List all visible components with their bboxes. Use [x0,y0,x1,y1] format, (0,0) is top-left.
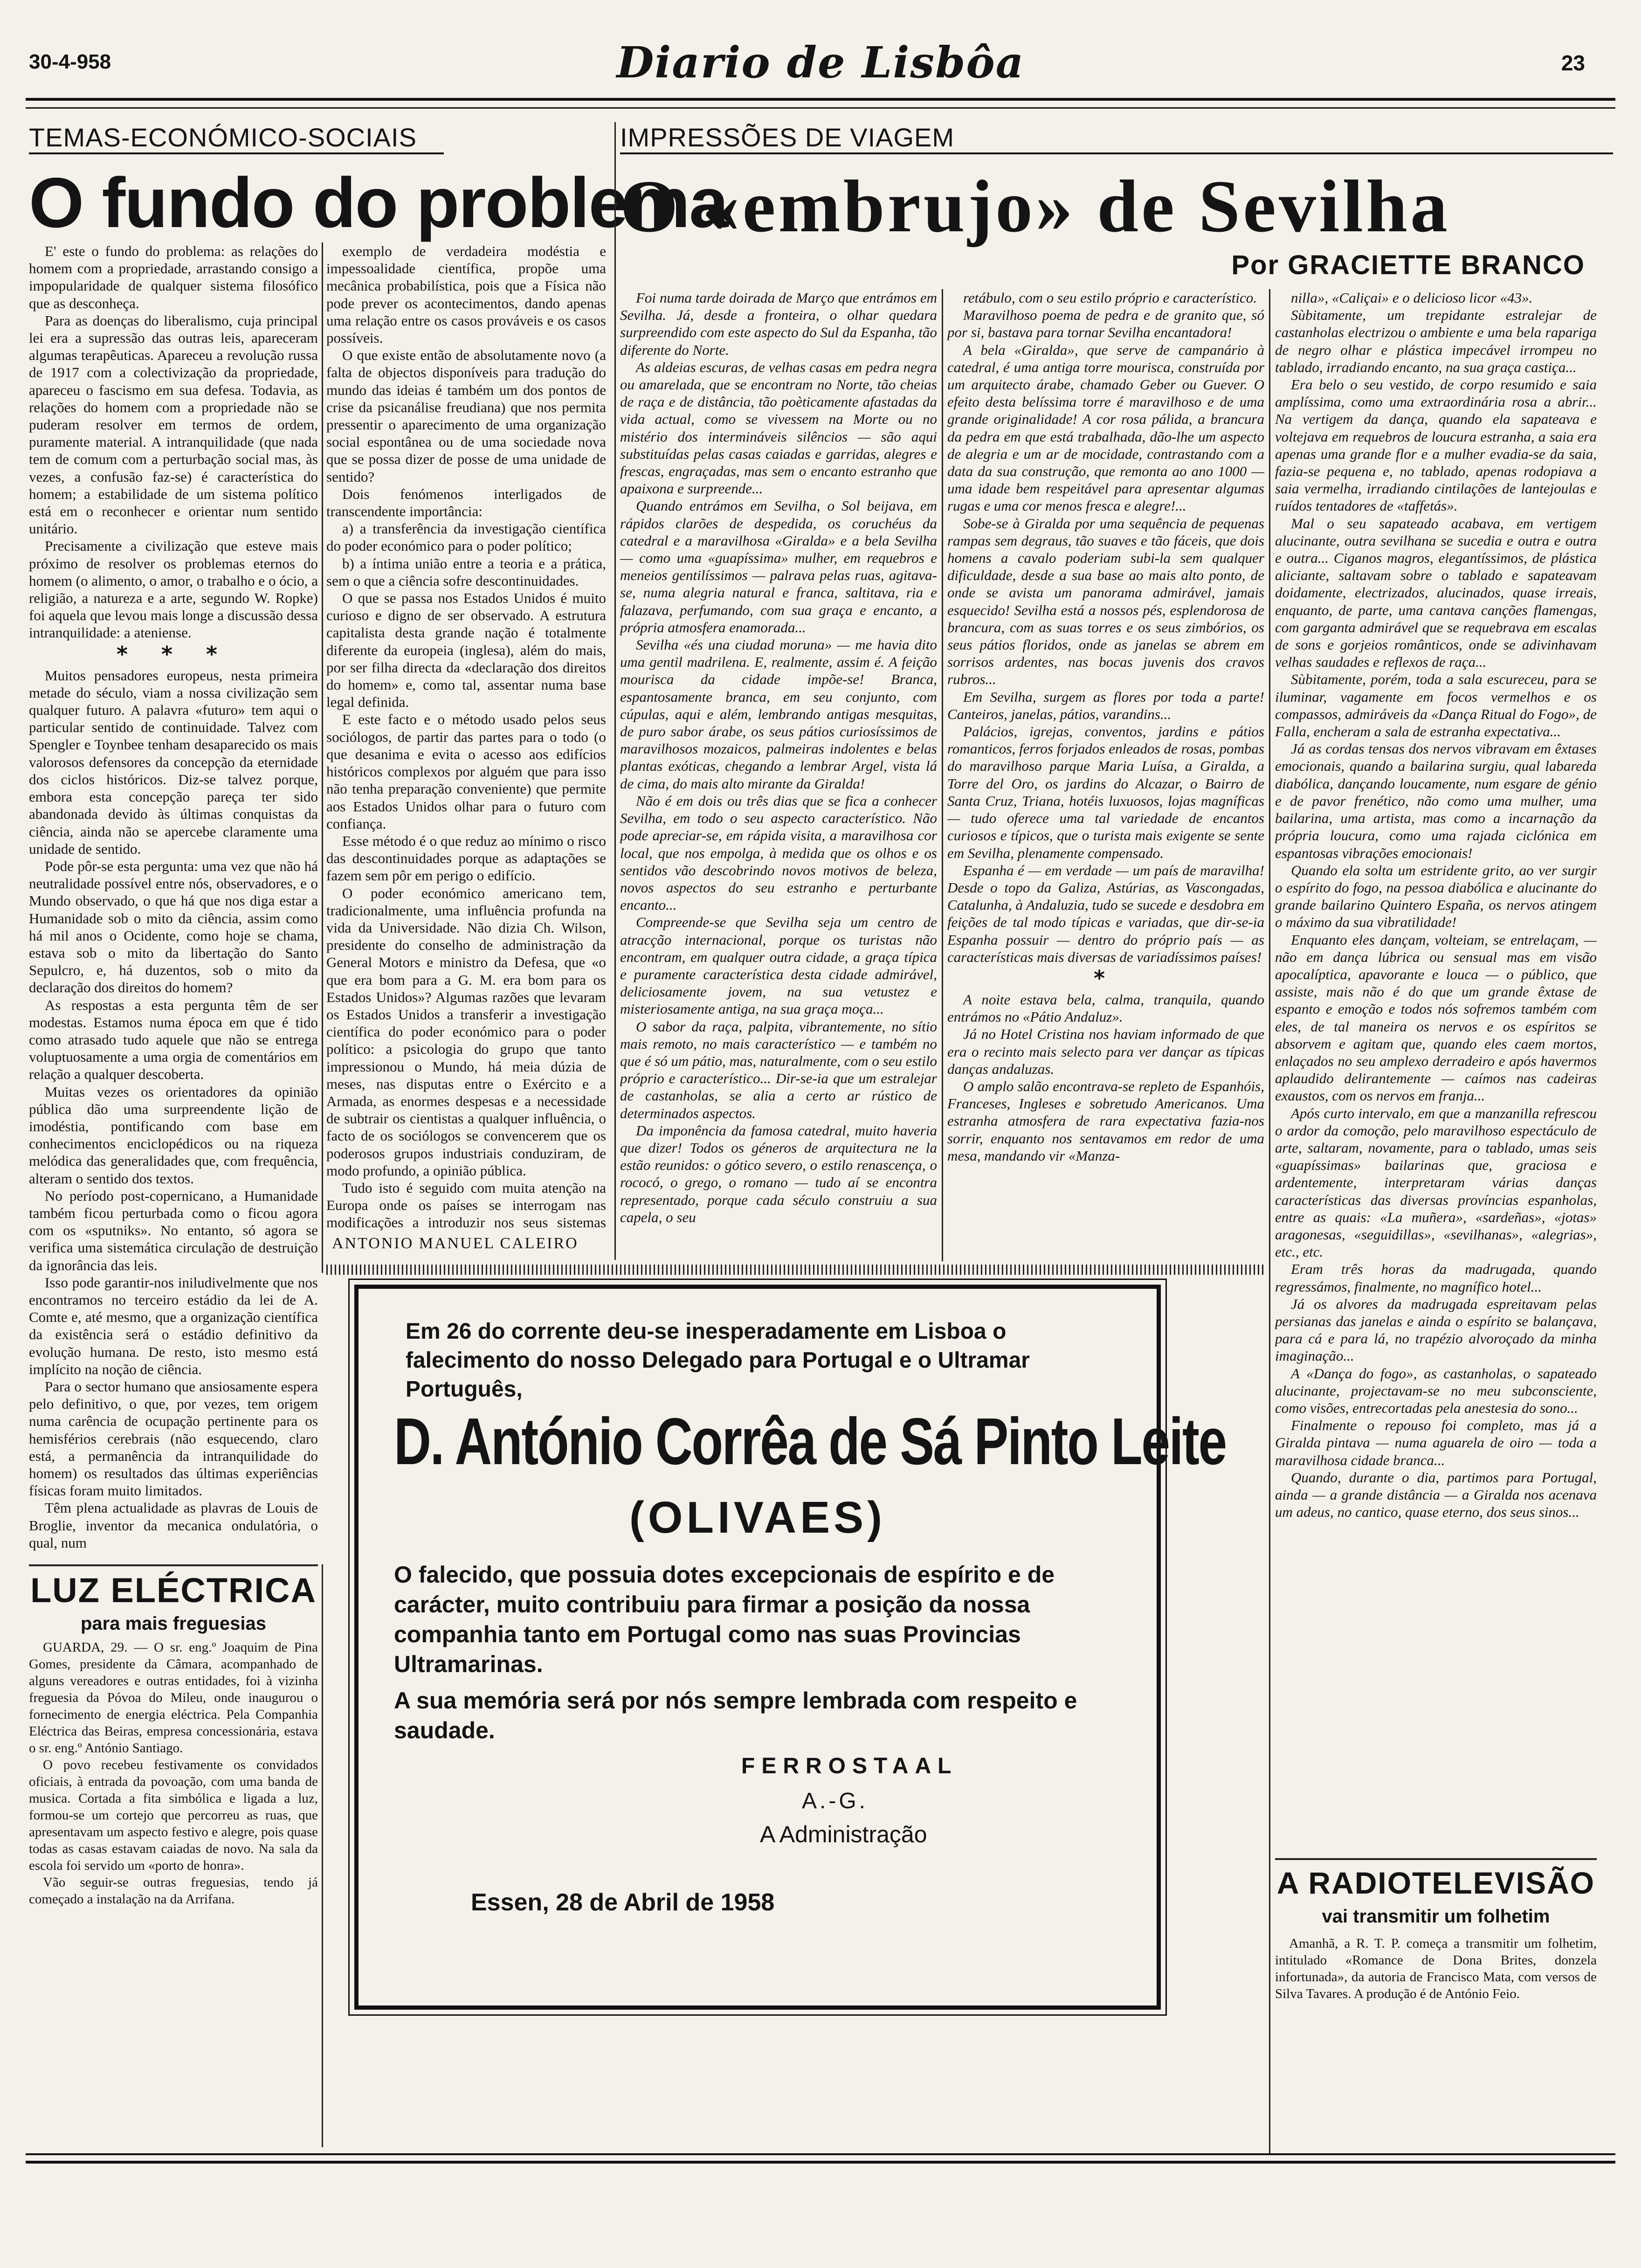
article2-column-1 [620,289,937,1261]
paragraph: Sùbitamente, um trepidante estralejar de castanholas electrizou o ambiente e uma bela rapariga de negro olhar e plástica impecável irrompeu no tablado, irradiando encanto, na sua graça castiça... [1275,307,1597,375]
paragraph: Sevilha «és una ciudad moruna» — me havia dito uma gentil madrilena. E, realmente, assim é. A feição mourisca da cidade impõe-se! Branca, espantosamente branca, em seu conjunto, com cúpulas, aqui e além, lembrando antigas mesquitas, de puro sabor árabe, os seus pátios curiosíssimos de maravilhosos mozaicos, palmeiras indolentes e belas plantas exóticas, chegando a lembrar Argel, vista lá de cima, do mais alto mirante da Giralda! [620,636,937,792]
paragraph: Já os alvores da madrugada espreitavam pelas persianas das janelas e ainda o espírito se balançava, para cá e para lá, no trapézio alvoroçado da minha imaginação... [1275,1295,1597,1364]
paragraph: Enquanto eles dançam, volteiam, se entrelaçam, — não em dança lúbrica ou sensual mas em visão apocalíptica, apavorante e louca — o público, que assiste, mais não é do que um grande êxtase de espanto e emoção e todos nós sofremos também com eles, de tal maneira os nervos e os espíritos se absorvem e agitam que, quando eles caem mortos, enlaçados no seu amplexo derradeiro e após havermos aplaudido delirantemente — caímos nas cadeiras exaustos, com os nervos em franja... [1275,931,1597,1104]
paragraph: Quando ela solta um estridente grito, ao ver surgir o espírito do fogo, na pessoa diabólica e alucinante do grande bailarino Quintero España, os nervos atingem o máximo da sua vibratilidade! [1275,862,1597,931]
notice-company: FERROSTAAL [741,1754,958,1778]
hatched-divider [326,1265,1263,1275]
notice-name: D. António Corrêa de Sá Pinto Leite [394,1404,1226,1479]
column-rule [942,289,943,1261]
paragraph: Pode pôr-se esta pergunta: uma vez que não há neutralidade possível entre nós, observadores, e o Mundo observado, o que há que nos diga estar a Humanidade sob o mito da ciência, assim como há mil anos o Ocidente, como hoje se chama, estava sob o mito da libertação do Santo Sepulcro, e, há duzentos, sob o mito da declaração dos direitos do homem? [29,857,318,996]
paragraph: GUARDA, 29. — O sr. eng.º Joaquim de Pina Gomes, presidente da Câmara, acompanhado de alguns vereadores e outras entidades, foi à vizinha freguesia da Póvoa do Mileu, onde inaugurou o fornecimento de energia eléctrica. Pela Companhia Eléctrica das Beiras, empresa concessionária, estava o sr. eng.º António Santiago. [29,1640,318,1756]
article2-column-3 [1275,289,1597,1851]
paragraph: Quando entrámos em Sevilha, o Sol beijava, em rápidos clarões de despedida, os coruchéus da catedral e a maravilhosa «Giralda» e a bela Sevilha — como uma «guapíssima» mulher, em requebros e meneios gentilíssimos — palrava pelas ruas, agitava-se, numa alegria natural e franca, saltitava, ria e falazava, perfumando, com sua graça e encanto, a própria atmosfera enamorada... [620,498,937,636]
paragraph: Muitas vezes os orientadores da opinião pública dão uma surpreendente lição de imodéstia, pontificando com base em conhecimentos enciclopédicos ou na riqueza melódica das generalidades que, com frequência, alteram o sentido dos textos. [29,1083,318,1187]
paragraph: Sobe-se à Giralda por uma sequência de pequenas rampas sem degraus, tão suaves e tão fáceis, que dois homens a cavalo poderiam subi-la sem qualquer dificuldade, desde a sua base ao mais alto ponto, de onde se avista um panorama admirável, jamais esquecido! Sevilha está a nossos pés, esplendorosa de brancura, com as suas torres e os seus zimbórios, os seus pátios floridos, onde as janelas se abrem em sorrisos ardentes, nas bocas juvenis dos cravos rubros... [947,515,1264,688]
news-body [29,1639,318,2147]
tv-subhead: vai transmitir um folhetim [1322,1906,1550,1927]
paragraph: Compreende-se que Sevilha seja um centro de atracção internacional, porque os turistas não encontram, em qualquer outra cidade, a graça típica e puramente característica desta cidade admirável, deliciosamente jovem, na sua vetustez e misteriosamente antiga, na sua graça moça... [620,914,937,1017]
paragraph: Era belo o seu vestido, de corpo resumido e saia amplíssima, como uma extraordinária rosa a abrir... Na vertigem da dança, quando ela sapateava e voltejava em requebros de loucura estranha, a saia era apenas uma grande flor e a mulher evadia-se da saia, fazia-se pequena e, no tablado, apenas rodopiava a saia vermelha, irradiando cintilações de lantejoulas e ruídos tentadores de «taffetás». [1275,376,1597,514]
paragraph: Esse método é o que reduz ao mínimo o risco das descontinuidades porque as adaptações se fazem sem pôr em perigo o edifício. [326,832,606,884]
paragraph: Mal o seu sapateado acabava, em vertigem alucinante, outra sevilhana se sucedia e outra e outra e outra... Ciganos magros, elegantíssimos, de plástica aliciante, saltavam sobre o tablado e sapateavam doidamente, electrizados, alucinados, quase irreais, enquanto, de parte, uma cantava canções flamengas, com garganta admirável que se requebrava em escalas de sons e gorjeios românticos, onde se adivinhavam velhas saudades e reflexos de raça... [1275,515,1597,671]
paragraph: Maravilhoso poema de pedra e de granito que, só por si, bastava para tornar Sevilha encantadora! [947,307,1264,341]
paragraph: Tudo isto é seguido com muita atenção na Europa onde os países se interrogam nas modificações a introduzir nos seus sistemas [326,1179,606,1231]
paragraph: As respostas a esta pergunta têm de ser modestas. Estamos numa época em que é tido como atrasado tudo aquele que não se entrega voluptuosamente a uma orgia de comentários em relação a qualquer descoberta. [29,996,318,1083]
issue-date: 30-4-958 [29,50,111,73]
paragraph: Sùbitamente, porém, toda a sala escureceu, para se iluminar, vagamente em focos vermelhos e os compassos, admiráveis da «Dança Ritual do Fogo», de Falla, encheram a sala de estranha expectativa... [1275,671,1597,740]
column-rule [614,122,616,1260]
paragraph: Isso pode garantir-nos iniludivelmente que nos encontramos no terceiro estádio da lei de A. Comte e, até mesmo, que a organização científica da existência será o estádio definitivo da evolução humana. De resto, isto mesmo está implícito na noção de ciência. [29,1274,318,1377]
tv-top-rule [1275,1858,1597,1860]
article2-headline: O «embrujo» de Sevilha [620,165,1450,248]
paragraph: Palácios, igrejas, conventos, jardins e pátios romanticos, ferros forjados enleados de rosas, pombas do maravilhoso parque Maria Luísa, a Giralda, a Torre del Oro, os jardins do Alcazar, o Bairro de Santa Cruz, Triana, hotéis luxuosos, lojas magníficas — tudo oferece uma tal variedade de encantos curiosos e típicos, que o turista mais exigente se sente em Sevilha, plenamente compensado. [947,723,1264,861]
news-subhead: para mais freguesias [81,1613,266,1634]
paragraph: A bela «Giralda», que serve de campanário à catedral, é uma antiga torre mourisca, construída por um arquitecto árabe, chamado Geber ou Guever. O efeito desta belíssima torre é maravilhoso e de uma grande originalidade! A cor rosa pálida, a brancura da pedra em que está trabalhada, dão-lhe um aspecto de alegria e um ar de mocidade, contrastando com a data da sua construção, que remonta ao ano 1000 — uma idade bem respeitável para apresentar algumas rugas e uma cor menos fresca e alegre!... [947,341,1264,514]
paragraph: E' este o fundo do problema: as relações do homem com a propriedade, arrastando consigo a impopularidade de qualquer sistema filosófico que as desconheça. [29,243,318,311]
paragraph: Eram três horas da madrugada, quando regressámos, finalmente, no magnífico hotel... [1275,1261,1597,1295]
paragraph: O poder económico americano tem, tradicionalmente, uma influência profunda na vida da Universidade. Não dizia Ch. Wilson, presidente do conselho de administração da General Motors e ministro da Defesa, que «o que era bom para a G. M. era bom para os Estados Unidos»? Algumas razões que levaram os Estados Unidos a transferir a investigação científica do poder económico para o poder político: a psicologia do grupo que tanto impressionou o Mundo, há meia dúzia de meses, nas disputas entre o Exército e a Armada, as enormes despesas e a necessidade de subtrair os cientistas a qualquer influência, o facto de os sociólogos se convencerem que os poderosos grupos industriais conduziram, de modo profundo, a opinião pública. [326,885,606,1179]
paragraph: Não é em dois ou três dias que se fica a conhecer Sevilha, em todo o seu aspecto característico. Não pode apreciar-se, em rápida visita, a maravilhosa cor local, que nos empolga, à medida que os olhos e os sentidos vão descobrindo novos motivos de beleza, novos aspectos do seu estranho e perturbante encanto... [620,792,937,913]
paragraph: Já no Hotel Cristina nos haviam informado de que era o recinto mais selecto para ver dançar as típicas danças andaluzas. [947,1026,1264,1077]
page-number: 23 [1561,51,1585,75]
paragraph: retábulo, com o seu estilo próprio e característico. [963,290,1257,306]
paragraph: Após curto intervalo, em que a manzanilla refrescou o ardor da comoção, pelo maravilhoso espectáculo de arte, saltaram, novamente, para o tablado, umas seis «guapíssimas» bailarinas que, graciosa e ardentemente, interpretaram várias danças características das diversas províncias espanholas, entre as quais: «La muñera», «sardeñas», «jotas» aragonesas, «seguidillas», «sevilhanas», «alegrias», etc., etc. [1275,1105,1597,1260]
paragraph: Para o sector humano que ansiosamente espera pelo definitivo, o que, por vezes, tem origem numa carência de ocupação pertinente para os hemisférios cerebrais (não esquecendo, claro está, a permanência da intranquilidade do homem) os resultados das últimas experiências físicas foram muito limitados. [29,1378,318,1499]
masthead-rule [26,98,1615,109]
paragraph: Espanha é — em verdade — um país de maravilha! Desde o topo da Galiza, Astúrias, as Vascongadas, Catalunha, à Andaluzia, tudo se sucede e desdobra em feições de tal modo típicas e variadas, que dir-se-ia Espanha possuir — dentro do próprio país — as características mais diversas de variadíssimos países! [947,862,1264,965]
paragraph: Já as cordas tensas dos nervos vibravam em êxtases emocionais, quando a bailarina surgiu, qual labareda diabólica, dançando loucamente, num esgare de génio e de pavor frenético, não como uma mulher, uma bailarina, uma artista, mas como a incarnação da própria loucura, como uma rajada ciclónica em espantosas vibrações emocionais! [1275,740,1597,861]
column-rule [322,242,323,1273]
section-divider-star: * [1093,965,1118,991]
newspaper-title: Diario de Lisbôa [616,37,1025,88]
paragraph: Vão seguir-se outras freguesias, tendo já começado a instalação na da Arrifana. [29,1875,318,1907]
paragraph: As aldeias escuras, de velhas casas em pedra negra ou amarelada, que se encontram no Norte, tão cheias de raça e de distância, tão poèticamente afastadas da vida actual, como se vivessem na Morte ou no mistério dos intermináveis silêncios — são aqui substituídas pelas casas caiadas e garridas, alegres e frescas, engraçadas, mas sem o encanto estranho que apaixona e surpreende... [620,359,937,497]
paragraph: A «Dança do fogo», as castanholas, o sapateado alucinante, projectavam-se no meu subconsciente, como visões, entrecortadas pela anestesia do sono... [1275,1365,1597,1416]
paragraph: Dois fenómenos interligados de transcendente importância: [326,485,606,520]
paragraph: Finalmente o repouso foi completo, mas já a Giralda pintava — numa aguarela de oiro — toda a maravilhosa cidade branca... [1275,1417,1597,1468]
notice-subname: (OLIVAES) [629,1493,886,1542]
paragraph: Foi numa tarde doirada de Março que entrámos em Sevilha. Já, desde a fronteira, o olhar quedara surpreendido com este aspecto do Sul da Espanha, tão diferente do Norte. [620,290,937,358]
notice-intro: Em 26 do corrente deu-se inesperadamente em Lisboa o falecimento do nosso Delegado para Portugal e o Ultramar Português, [406,1319,1030,1402]
notice-company-suffix: A.-G. [802,1789,869,1813]
article1-section-label: TEMAS-ECONÓMICO-SOCIAIS [29,122,444,154]
article2-column-2 [947,289,1264,1261]
article2-byline: Por GRACIETTE BRANCO [1231,250,1585,280]
paragraph: Em Sevilha, surgem as flores por toda a parte! Canteiros, janelas, pátios, varandins... [947,688,1264,722]
paragraph: Têm plena actualidade as plavras de Louis de Broglie, inventor da mecanica ondulatória, o qual, num [29,1500,318,1551]
notice-memory: A sua memória será por nós sempre lembrada com respeito e saudade. [394,1687,1077,1743]
article2-section-label: IMPRESSÕES DE VIAGEM [620,122,1613,154]
paragraph: O que se passa nos Estados Unidos é muito curioso e digno de ser observado. A estrutura capitalista desta grande nação é totalmente diferente da europeia (inglesa), além do mais, por ser filha directa da «declaração dos direitos do homem» e, como tal, assentar numa base legal definida. [326,590,606,711]
page-bottom-rule [26,2153,1615,2164]
paragraph: O amplo salão encontrava-se repleto de Espanhóis, Franceses, Ingleses e sobretudo Americanos. Uma estranha atmosfera de rara expectativa fazia-nos sorrir, enquanto nos sentavamos em redor de uma mesa, mandando vir «Manza- [947,1078,1264,1164]
paragraph: Muitos pensadores europeus, nesta primeira metade do século, viam a nossa civilização sem qualquer futuro. A palavra «futuro» tem aqui o particular sentido de continuidade. Talvez com Spengler e Toynbee tenham desaparecido os mais valorosos defensores da concepção da eternidade dos ciclos históricos. Diz-se talvez porque, embora esta concepção pareça ter sido abandonada devido às últimas conquistas da ciência, ainda não se apercebe claramente uma unidade de sentido. [29,667,318,857]
news-headline: LUZ ELÉCTRICA [30,1571,317,1610]
column-rule [1269,289,1270,2154]
paragraph: O que existe então de absolutamente novo (a falta de objectos disponíveis para tradução do mundo das ideias é também um dos pontos de crise da psicanálise freudiana) que nos permita pressentir o aparecimento de uma organização social espontânea ou de uma sociedade nova que se possa dizer de posse de uma unidade de sentido? [326,347,606,485]
paragraph: E este facto e o método usado pelos seus sociólogos, de partir das partes para o todo (o que desanima e evita o acesso aos edifícios históricos complexos por alguém que para isso não tenha preparação conveniente) que permite aos Estados Unidos olhar para o futuro com confiança. [326,711,606,832]
paragraph: O povo recebeu festivamente os convidados oficiais, à entrada da povoação, com uma banda de musica. Cortada a fita simbólica e ligada a luz, formou-se um cortejo que percorreu as ruas, que apresentavam um aspecto festivo e alegre, pois quase todas as casas estavam caiadas de novo. Na sala da escola foi servido um «porto de honra». [29,1757,318,1873]
paragraph: Precisamente a civilização que esteve mais próximo de resolver os problemas eternos do homem (o alimento, o amor, o trabalho e o ócio, a religião, a natureza e a arte, segundo W. Ropke) foi aquela que levou mais longe a discussão dessa intranquilidade: a ateniense. [29,538,318,641]
notice-body: O falecido, que possuia dotes excepcionais de espírito e de carácter, muito contribuiu para firmar a posição da nossa companhia tanto em Portugal como nas suas Provincias Ultramarinas. [394,1562,1055,1677]
article1-column-2 [326,242,606,1231]
paragraph: Amanhã, a R. T. P. começa a transmitir um folhetim, intitulado «Romance de Dona Brites, donzela infortunada», da autoria de Francisco Mata, com versos de Silva Tavares. A produção é de António Feio. [1275,1936,1597,2001]
column-rule [322,1564,323,2147]
article1-signature: ANTONIO MANUEL CALEIRO [332,1235,579,1252]
tv-headline: A RADIOTELEVISÃO [1276,1866,1595,1900]
paragraph: Para as doenças do liberalismo, cuja principal lei era a supressão das outras leis, apareceram algumas terapêuticas. Apareceu a revolução russa de 1917 com a colectivização da propriedade, apareceu o fascismo em sua defesa. Todavia, as relações do homem com a propriedade não se puderam resolver em termos de ordem, puramente material. A intranquilidade (que nada tem de comum com a perturbação social mas, às vezes, a confusão faz-se) é característica do homem; a estabilidade de um sistema político está em o reconhecer e orientar num sentido unitário. [29,312,318,537]
article1-column-1 [29,242,318,1557]
notice-date-line: Essen, 28 de Abril de 1958 [471,1889,775,1916]
paragraph: Quando, durante o dia, partimos para Portugal, ainda — a grande distância — a Giralda nos acenava um adeus, no cantico, quase eterno, dos seus sinos... [1275,1469,1597,1521]
notice-administration: A Administração [760,1821,927,1847]
paragraph: Da imponência da famosa catedral, muito haveria que dizer! Todos os géneros de arquitectura ne la estão reunidos: o gótico severo, o estilo renascença, o rococó, o grego, o romano — tudo aí se encontra representado, porque cada século construiu a sua capela, o seu [620,1122,937,1225]
paragraph: b) a íntima união entre a teoria e a prática, sem o que a ciência sofre descontinuidades. [326,555,606,589]
section-divider-stars: * * * [116,641,231,667]
paragraph: exemplo de verdadeira modéstia e impessoalidade científica, propõe uma mecânica probabilística, pois que a Física não pode prever os acontecimentos, dando apenas uma relação entre os casos prováveis e os casos possíveis. [326,243,606,346]
paragraph: nilla», «Caliçai» e o delicioso licor «43». [1291,290,1533,306]
paragraph: O sabor da raça, palpita, vibrantemente, no sítio mais remoto, no mais característico — e também no que é só um pátio, mas, naturalmente, com o seu estilo próprio e característico... Dir-se-ia que um estralejar de castanholas, se alia a certo ar rústico de determinados aspectos. [620,1018,937,1121]
tv-body [1275,1935,1597,2150]
paragraph: No período post-copernicano, a Humanidade também ficou perturbada como o ficou agora com os «sputniks». No entanto, só agora se verifica uma sistemática circulação de destruição da ignorância das leis. [29,1187,318,1273]
paragraph: a) a transferência da investigação científica do poder económico para o poder político; [326,520,606,554]
article1-headline: O fundo do problema [29,163,728,242]
paragraph: A noite estava bela, calma, tranquila, quando entrámos no «Pátio Andaluz». [947,991,1264,1025]
news-top-rule [29,1564,318,1566]
